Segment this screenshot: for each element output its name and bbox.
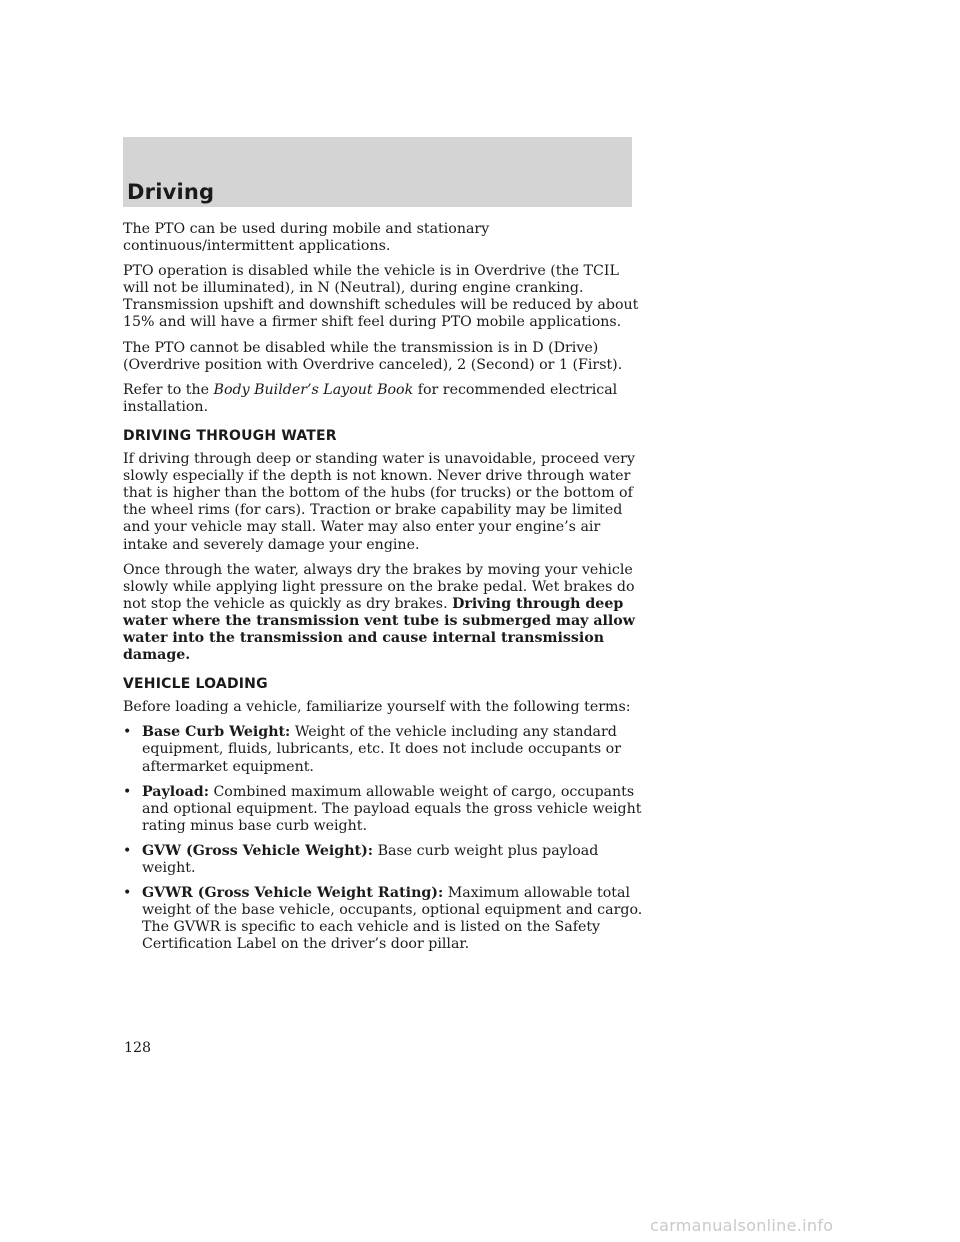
- bullet-icon: •: [123, 783, 132, 800]
- term-item-base-curb-weight: [123, 724, 643, 775]
- refer-text-after: for recommended electrical installation.: [123, 381, 618, 415]
- page-number: 128: [124, 1040, 152, 1056]
- paragraph-pto-usage: The PTO can be used during mobile and stationary continuous/intermittent applications.: [123, 221, 490, 255]
- watermark: carmanualsonline.info: [650, 1216, 834, 1235]
- term-definition: Weight of the vehicle including any standard equipment, fluids, lubricants, etc. It does not include occupants or aftermarket equipment.: [142, 724, 622, 775]
- refer-text-before: Refer to the: [123, 381, 210, 398]
- paragraph-pto-disabled: PTO operation is disabled while the vehicle is in Overdrive (the TCIL will not be illuminated), in N (Neutral), during engine cranking. Transmission upshift and downshift schedules will be reduced by about 15% and will have a firmer shift feel during PTO mobile applications.: [123, 263, 639, 331]
- paragraph-loading-intro: Before loading a vehicle, familiarize yourself with the following terms:: [123, 699, 631, 716]
- term-label: Base Curb Weight:: [142, 724, 291, 741]
- section-title: Driving: [127, 180, 215, 204]
- term-label: GVWR (Gross Vehicle Weight Rating):: [142, 885, 444, 902]
- transmission-damage-warning: Driving through deep water where the transmission vent tube is submerged may allow water into the transmission and cause internal transmission damage.: [123, 595, 635, 664]
- term-item-payload: [123, 784, 643, 835]
- loading-terms-list: [123, 724, 643, 953]
- term-item-gvw: [123, 843, 643, 877]
- term-definition: Base curb weight plus payload weight.: [142, 842, 599, 876]
- paragraph-pto-cannot-disable: The PTO cannot be disabled while the transmission is in D (Drive) (Overdrive position with Overdrive canceled), 2 (Second) or 1 (First).: [123, 339, 623, 373]
- paragraph-water-warning: If driving through deep or standing water is unavoidable, proceed very slowly especially if the depth is not known. Never drive through water that is higher than the bottom of the hubs (for trucks) or the bottom of the wheel rims (for cars). Traction or brake capability may be limited and your vehicle may stall. Water may also enter your engine’s air intake and severely damage your engine.: [123, 451, 635, 553]
- term-definition: Maximum allowable total weight of the base vehicle, occupants, optional equipment and cargo. The GVWR is specific to each vehicle and is listed on the Safety Certification Label on the driver’s door pillar.: [142, 885, 643, 953]
- term-item-gvwr: [123, 885, 643, 953]
- bullet-icon: •: [123, 724, 132, 741]
- dry-brakes-text: Once through the water, always dry the brakes by moving your vehicle slowly while applying light pressure on the brake pedal. Wet brakes do not stop the vehicle as quickly as dry brakes.: [123, 561, 635, 612]
- term-definition: Combined maximum allowable weight of cargo, occupants and optional equipment. The payload equals the gross vehicle weight rating minus base curb weight.: [142, 783, 642, 834]
- term-label: GVW (Gross Vehicle Weight):: [142, 842, 374, 859]
- heading-vehicle-loading: VEHICLE LOADING: [123, 676, 268, 693]
- paragraph-refer-layout-book: [123, 382, 643, 416]
- page-body: [123, 221, 643, 961]
- term-label: Payload:: [142, 783, 209, 800]
- paragraph-dry-brakes: [123, 562, 643, 665]
- heading-driving-through-water: DRIVING THROUGH WATER: [123, 427, 337, 444]
- layout-book-title: Body Builder’s Layout Book: [213, 381, 414, 398]
- bullet-icon: •: [123, 885, 132, 902]
- bullet-icon: •: [123, 842, 132, 859]
